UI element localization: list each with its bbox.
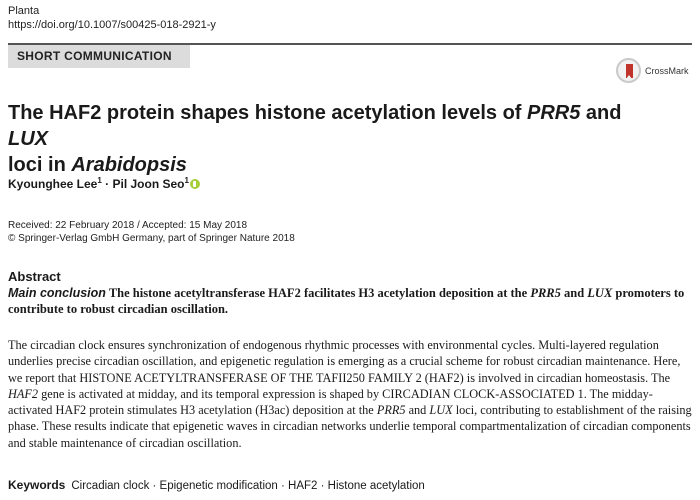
received-dates: Received: 22 February 2018 / Accepted: 15 May 2018: [8, 220, 248, 231]
header-divider: [190, 43, 692, 45]
keywords-list: Circadian clock · Epigenetic modification · HAF2 · Histone acetylation: [71, 480, 425, 492]
journal-name: Planta: [8, 5, 40, 17]
crossmark-badge[interactable]: [616, 58, 696, 86]
doi-link[interactable]: https://doi.org/10.1007/s00425-018-2921-y: [8, 19, 216, 31]
author-name[interactable]: Kyounghee Lee: [8, 177, 98, 191]
keywords: [8, 478, 425, 492]
article-type-banner: [8, 43, 190, 68]
abstract-heading: Abstract: [8, 269, 61, 284]
crossmark-label: CrossMark: [645, 66, 689, 76]
keywords-label: Keywords: [8, 478, 66, 492]
crossmark-icon: [616, 58, 641, 83]
author-name[interactable]: Pil Joon Seo: [112, 177, 185, 191]
author-list: Kyounghee Lee$^1$ · Pil Joon Seo$^1$: [8, 176, 200, 191]
orcid-icon[interactable]: [190, 179, 200, 189]
main-conclusion: Main conclusion The histone acetyltransferase HAF2 facilitates H3 acetylation deposition at the PRR5 and LUX promoters to contribute to robust circadian oscillation.: [8, 286, 685, 316]
copyright-line: © Springer-Verlag GmbH Germany, part of Springer Nature 2018: [8, 233, 295, 244]
article-type-label: SHORT COMMUNICATION: [17, 49, 172, 63]
abstract-text: The circadian clock ensures synchronization of endogenous rhythmic processes with environmental cycles. Multi-layered regulation underlies precise circadian oscillation, and epigenetic regulation is emerging as a crucial scheme for robust circadian maintenance. Here, we report that HISTONE ACETYLTRANSFERASE OF THE TAFII250 FAMILY 2 (HAF2) is involved in circadian homeostasis. The HAF2 gene is activated at midday, and its temporal expression is shaped by CIRCADIAN CLOCK-ASSOCIATED 1. The midday-activated HAF2 protein stimulates H3 acetylation (H3ac) deposition at the PRR5 and LUX loci, contributing to establishment of the raising phase. These results indicate that epigenetic waves in circadian networks underlie temporal compartmentalization of circadian components and stable maintenance of circadian oscillation.: [8, 338, 692, 450]
article-title: The HAF2 protein shapes histone acetylation levels of PRR5 and LUX loci in Arabidopsis: [8, 102, 622, 176]
